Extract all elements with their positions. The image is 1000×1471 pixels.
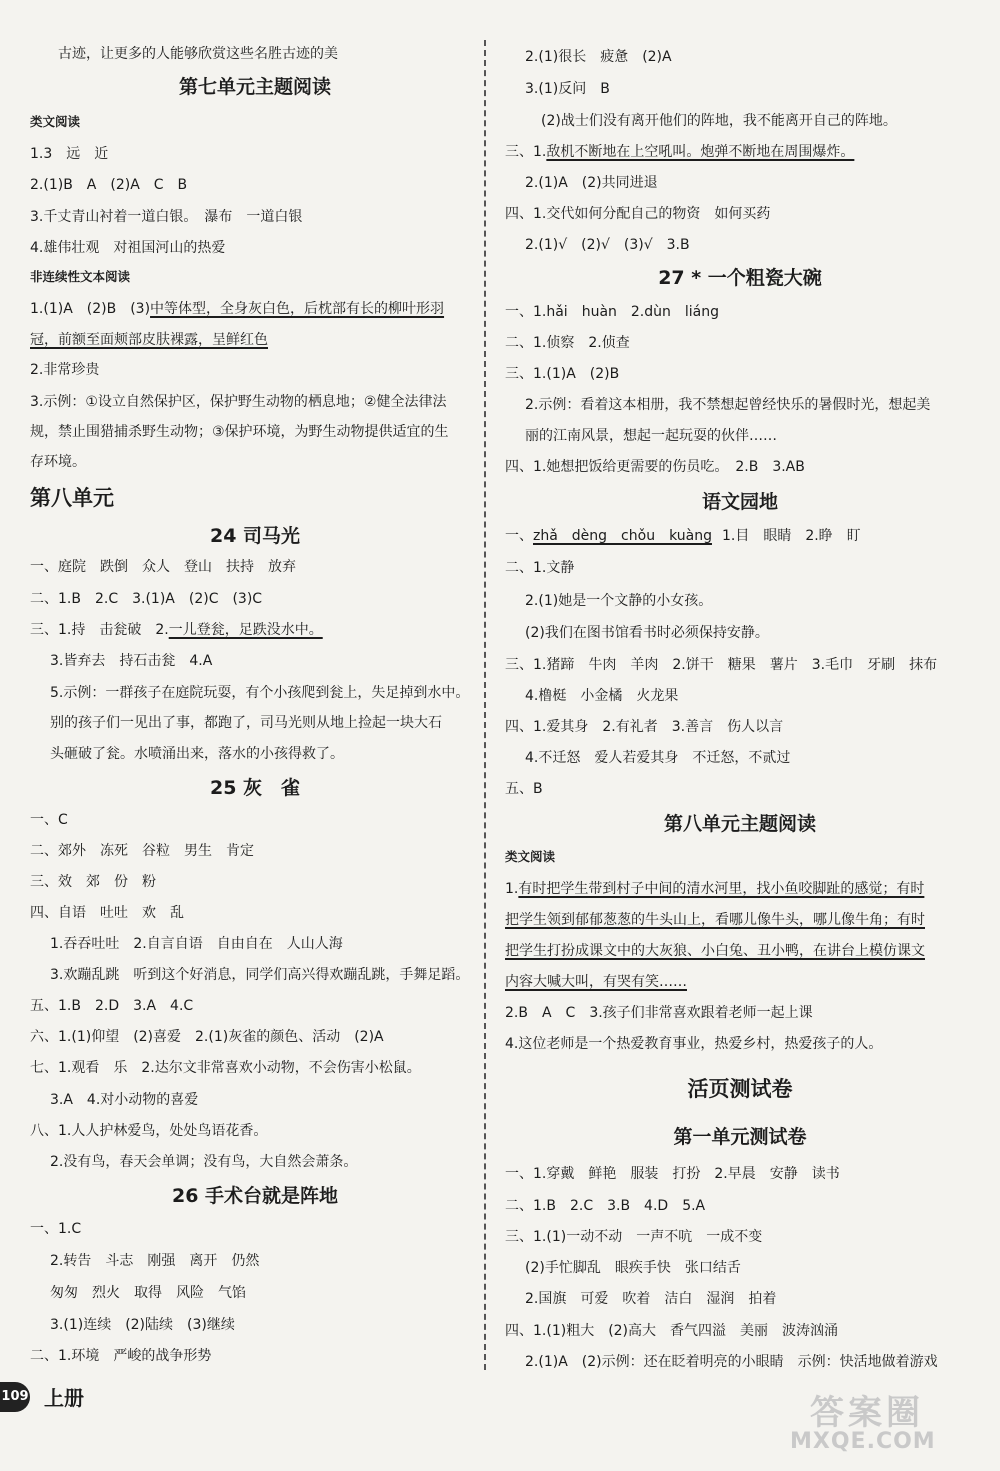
section-title: 活页测试卷 [687, 1077, 793, 1101]
underlined-answer: 把学生打扮成课文中的大灰狼、小白兔、丑小鸭，在讲台上模仿课文 [505, 943, 925, 959]
volume-label: 上册 [44, 1386, 84, 1410]
answer-line [505, 879, 924, 899]
answer-line: (2)战士们没有离开他们的阵地，我不能离开自己的阵地。 [541, 113, 897, 129]
answer-line: 三、效 郊 份 粉 [30, 874, 156, 890]
answer-line: 4.不迁怒 爱人若爱其身 不迁怒，不贰过 [525, 750, 791, 766]
answer-line: 2.(1)A (2)共同进退 [525, 175, 658, 191]
unit-heading: 第八单元 [30, 486, 114, 510]
answer-line: 1.3 远 近 [30, 146, 109, 162]
answer-line: 四、1.(1)粗大 (2)高大 香气四溢 美丽 波涛汹涌 [505, 1323, 839, 1339]
answer-line: 3.(1)反问 B [525, 81, 610, 97]
answer-line: 规，禁止围猎捕杀野生动物；③保护环境，为野生动物提供适宜的生 [30, 424, 449, 440]
answer-line: 3.皆弃去 持石击瓮 4.A [50, 653, 213, 669]
pinyin-answers: zhǎ dèng chǒu kuàng [533, 528, 712, 544]
page-number: 109 [0, 1382, 30, 1412]
subsection-label: 非连续性文本阅读 [30, 269, 131, 284]
answer-line: 二、1.B 2.C 3.B 4.D 5.A [505, 1198, 706, 1214]
answer-line: 1.吞吞吐吐 2.自言自语 自由自在 人山人海 [50, 936, 343, 952]
answer-line: 2.转告 斗志 刚强 离开 仍然 [50, 1253, 260, 1269]
answer-line: 3.千丈青山衬着一道白银。 瀑布 一道白银 [30, 209, 303, 225]
section-title: 第一单元测试卷 [673, 1126, 807, 1148]
answer-line: 2.示例：看着这本相册，我不禁想起曾经快乐的暑假时光，想起美 [525, 397, 931, 413]
answer-line: 2.(1)A (2)示例：还在眨着明亮的小眼睛 示例：快活地做着游戏 [525, 1354, 938, 1370]
section-title: 第八单元主题阅读 [663, 813, 816, 835]
answer-line: 三、1.(1)一动不动 一声不吭 一成不变 [505, 1229, 763, 1245]
answer-line: 存环境。 [30, 454, 86, 470]
answer-line: 六、1.(1)仰望 (2)喜爱 2.(1)灰雀的颜色、活动 (2)A [30, 1029, 384, 1045]
answer-line: 一、庭院 跌倒 众人 登山 扶持 放弃 [30, 559, 296, 575]
answer-line: 四、1.她想把饭给更需要的伤员吃。 2.B 3.AB [505, 459, 805, 475]
answer-line: 别的孩子们一见出了事，都跑了，司马光则从地上捡起一块大石 [50, 715, 442, 731]
underlined-answer: 把学生领到郁郁葱葱的牛头山上，看哪儿像牛头，哪儿像牛角；有时 [505, 912, 925, 928]
answer-line: 二、1.文静 [505, 560, 575, 576]
answer-line: 2.B A C 3.孩子们非常喜欢跟着老师一起上课 [505, 1005, 813, 1021]
answer-line [30, 620, 323, 640]
answer-line [505, 142, 854, 162]
underlined-answer: 冠，前额至面颊部皮肤裸露，呈鲜红色 [30, 332, 268, 348]
subsection-label: 类文阅读 [505, 849, 556, 864]
answer-line [30, 299, 444, 319]
answer-line: (2)手忙脚乱 眼疾手快 张口结舌 [525, 1260, 741, 1276]
answer-line: 一、1.hǎi huàn 2.dùn liáng [505, 304, 720, 320]
lesson-title: 语文园地 [701, 491, 778, 513]
answer-line: 头砸破了瓮。水喷涌出来，落水的小孩得救了。 [50, 746, 344, 762]
answer-line: 一、C [30, 812, 68, 828]
answer-line [30, 330, 268, 350]
answer-line: 4.这位老师是一个热爱教育事业，热爱乡村，热爱孩子的人。 [505, 1036, 883, 1052]
answer-line: 2.(1)B A (2)A C B [30, 177, 188, 193]
answer-line: 五、1.B 2.D 3.A 4.C [30, 998, 194, 1014]
answer-line: 4.雄伟壮观 对祖国河山的热爱 [30, 240, 226, 256]
answer-line: 3.(1)连续 (2)陆续 (3)继续 [50, 1317, 235, 1333]
answer-line [505, 972, 687, 992]
underlined-answer: 敌机不断地在上空吼叫。炮弹不断地在周围爆炸。 [546, 144, 855, 160]
answer-line: 3.示例：①设立自然保护区，保护野生动物的栖息地；②健全法律法 [30, 394, 447, 410]
answer-line: 2.非常珍贵 [30, 362, 100, 378]
answer-line: 四、1.交代如何分配自己的物资 如何买药 [505, 206, 771, 222]
answer-line: 5.示例：一群孩子在庭院玩耍，有个小孩爬到瓮上，失足掉到水中。 [50, 685, 470, 701]
subsection-label: 类文阅读 [30, 114, 81, 129]
underlined-answer: 中等体型，全身灰白色，后枕部有长的柳叶形羽 [150, 301, 445, 317]
answer-line: 2.(1)√ (2)√ (3)√ 3.B [525, 237, 690, 253]
answer-line: 二、1.侦察 2.侦查 [505, 335, 630, 351]
answer-line: 二、1.B 2.C 3.(1)A (2)C (3)C [30, 591, 263, 607]
answer-prefix: 一、 [505, 528, 533, 544]
answer-line: 4.橹梃 小金橘 火龙果 [525, 688, 679, 704]
answer-prefix: 1.(1)A (2)B (3) [30, 301, 151, 317]
watermark-logo: 答案圈 [810, 1393, 924, 1433]
answer-line: 2.没有鸟，春天会单调；没有鸟，大自然会萧条。 [50, 1154, 358, 1170]
section-title: 第七单元主题阅读 [178, 76, 331, 98]
lesson-title: 25 灰 雀 [209, 777, 301, 799]
answer-line: 2.(1)她是一个文静的小女孩。 [525, 593, 713, 609]
answer-line: 二、郊外 冻死 谷粒 男生 肯定 [30, 843, 254, 859]
answer-line: 一、1.C [30, 1221, 82, 1237]
answer-text: 1.目 眼睛 2.睁 盯 [721, 528, 861, 544]
answer-line: 3.A 4.对小动物的喜爱 [50, 1092, 199, 1108]
watermark-url: MXQE.COM [790, 1429, 936, 1454]
answer-line [505, 941, 925, 961]
answer-line: 三、1.(1)A (2)B [505, 366, 620, 382]
answer-line: 四、1.爱其身 2.有礼者 3.善言 伤人以言 [505, 719, 784, 735]
answer-line: 匆匆 烈火 取得 风险 气馅 [50, 1285, 246, 1301]
answer-line: 七、1.观看 乐 2.达尔文非常喜欢小动物，不会伤害小松鼠。 [30, 1060, 421, 1076]
answer-line: 八、1.人人护林爱鸟，处处鸟语花香。 [30, 1123, 268, 1139]
answer-line: 四、自语 吐吐 欢 乱 [30, 905, 184, 921]
lesson-title: 27 * 一个粗瓷大碗 [658, 267, 822, 289]
page-footer [0, 1378, 200, 1418]
lesson-title: 24 司马光 [209, 525, 301, 547]
answer-line: (2)我们在图书馆看书时必须保持安静。 [525, 625, 769, 641]
underlined-answer: 一儿登瓮，足跌没水中。 [168, 622, 323, 638]
answer-line: 丽的江南风景，想起一起玩耍的伙伴…… [525, 428, 777, 444]
watermark [790, 1385, 980, 1465]
answer-prefix: 1. [505, 881, 519, 897]
underlined-answer: 有时把学生带到村子中间的清水河里，找小鱼咬脚趾的感觉；有时 [518, 881, 925, 897]
column-divider [484, 40, 486, 1370]
answer-prefix: 三、1.持 击瓮破 2. [30, 622, 169, 638]
answer-line [505, 526, 861, 546]
answer-line: 五、B [505, 781, 543, 797]
answer-prefix: 三、1. [505, 144, 547, 160]
answer-line: 2.国旗 可爱 吹着 洁白 湿润 拍着 [525, 1291, 777, 1307]
text-line: 古迹，让更多的人能够欣赏这些名胜古迹的美 [58, 46, 338, 62]
answer-line: 二、1.环境 严峻的战争形势 [30, 1348, 212, 1364]
answer-line [505, 910, 925, 930]
lesson-title: 26 手术台就是阵地 [171, 1185, 339, 1207]
underlined-answer: 内容大喊大叫，有哭有笑…… [505, 974, 687, 990]
answer-line: 2.(1)很长 疲惫 (2)A [525, 49, 672, 65]
answer-line: 一、1.穿戴 鲜艳 服装 打扮 2.早晨 安静 读书 [505, 1166, 840, 1182]
answer-line: 三、1.猪蹄 牛肉 羊肉 2.饼干 糖果 薯片 3.毛巾 牙刷 抹布 [505, 657, 938, 673]
answer-line: 3.欢蹦乱跳 听到这个好消息，同学们高兴得欢蹦乱跳，手舞足蹈。 [50, 967, 470, 983]
